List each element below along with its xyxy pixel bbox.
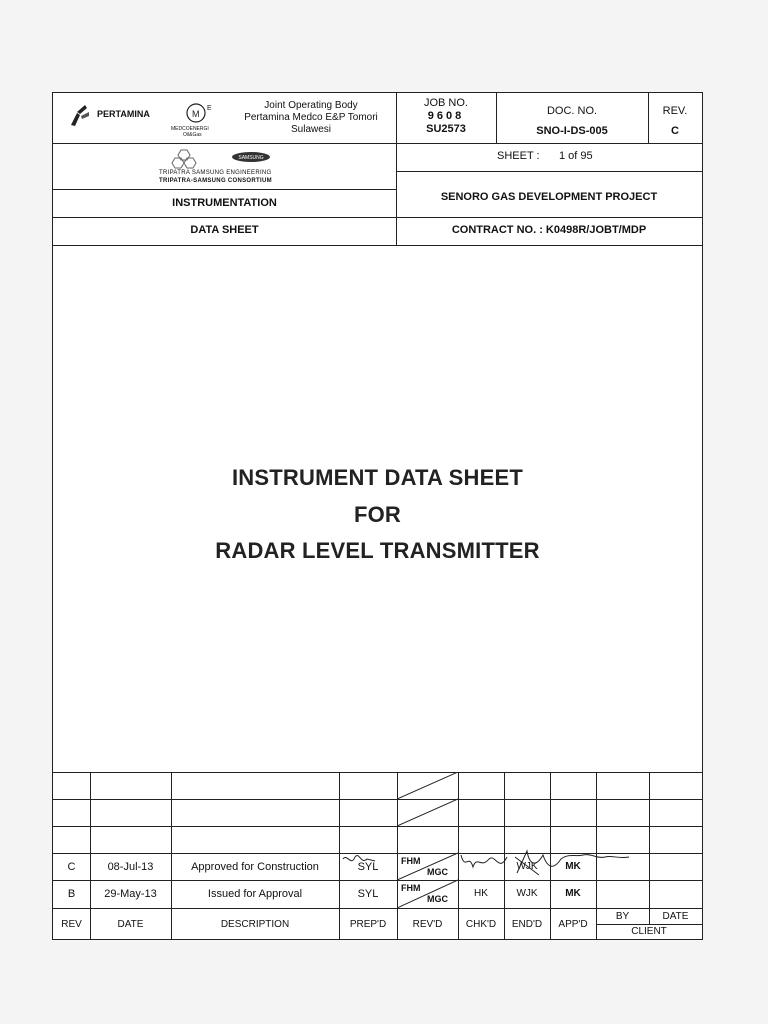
- joint-body-line1: Joint Operating Body: [264, 100, 358, 111]
- col-header-prepd: PREP'D: [349, 919, 387, 930]
- job-no-value2: SU2573: [426, 123, 466, 135]
- joint-body-line2: Pertamina Medco E&P Tomori: [244, 112, 378, 123]
- col-header-client: CLIENT: [631, 926, 667, 937]
- tripatra-logo-icon: [171, 148, 203, 170]
- header-divider-right-2: [396, 171, 702, 172]
- row-c-date: 08-Jul-13: [107, 861, 154, 873]
- revtable-line-2: [53, 826, 702, 827]
- discipline-label: INSTRUMENTATION: [172, 197, 277, 209]
- row-b-description: Issued for Approval: [207, 888, 303, 900]
- row-c-endd: WJK: [516, 861, 538, 872]
- medco-logo-icon: [185, 102, 215, 124]
- row-b-rev: B: [67, 888, 76, 900]
- row-c-description: Approved for Construction: [191, 861, 319, 873]
- header-divider-4: [53, 245, 702, 246]
- contractor-line1: TRIPATRA SAMSUNG ENGINEERING: [159, 170, 272, 176]
- row-c-appd: MK: [565, 861, 581, 872]
- row-b-date: 29-May-13: [104, 888, 157, 900]
- sheet-value: 1 of 95: [559, 150, 593, 162]
- svg-text:E: E: [207, 105, 212, 112]
- row-b-endd: WJK: [516, 888, 538, 899]
- row-b-appd: MK: [565, 888, 581, 899]
- revtable-line-1: [53, 799, 702, 800]
- project-name: SENORO GAS DEVELOPMENT PROJECT: [440, 191, 658, 203]
- row-b-chkd: HK: [474, 888, 488, 899]
- job-no-label: JOB NO.: [423, 97, 468, 109]
- medco-label-1: MEDCOENERGI: [171, 126, 209, 132]
- row-c-revd1: FHM: [401, 856, 421, 866]
- col-header-endd: END'D: [511, 919, 543, 930]
- col-header-revd: REV'D: [412, 919, 443, 930]
- col-header-chkd: CHK'D: [465, 919, 497, 930]
- title-line1: INSTRUMENT DATA SHEET: [231, 465, 523, 490]
- col-header-rev: REV: [61, 919, 82, 930]
- joint-body-line3: Sulawesi: [290, 124, 332, 135]
- contract-number: CONTRACT NO. : K0498R/JOBT/MDP: [451, 224, 647, 236]
- col-header-date2: DATE: [662, 911, 689, 922]
- svg-text:M: M: [192, 109, 200, 119]
- pertamina-name: PERTAMINA: [97, 109, 150, 119]
- samsung-logo-text: SAMSUNG: [238, 155, 264, 161]
- row-c-signatures-icon: [339, 849, 639, 879]
- title-line2: FOR: [353, 502, 402, 527]
- contractor-line2: TRIPATRA-SAMSUNG CONSORTIUM: [159, 178, 272, 184]
- job-no-value1: 9608: [427, 110, 465, 122]
- revtable-top: [53, 772, 702, 773]
- job-no-block: [396, 97, 496, 136]
- header-divider-1: [53, 143, 702, 144]
- revtable-col-9: [649, 772, 650, 924]
- revtable-client-split: [596, 924, 702, 925]
- title-line3: RADAR LEVEL TRANSMITTER: [215, 538, 540, 563]
- pertamina-logo-icon: [69, 103, 91, 127]
- rev-value: C: [671, 125, 679, 137]
- col-header-date: DATE: [117, 919, 144, 930]
- row-c-revd2: MGC: [427, 867, 448, 877]
- revtable-line-5: [53, 908, 702, 909]
- col-header-description: DESCRIPTION: [220, 919, 290, 930]
- col-header-appd: APP'D: [558, 919, 588, 930]
- joint-operating-body: [231, 100, 391, 136]
- revtable-col-1: [90, 772, 91, 939]
- sheet-label: SHEET :: [497, 150, 540, 162]
- doc-no-value: SNO-I-DS-005: [536, 125, 608, 137]
- revtable-col-2: [171, 772, 172, 939]
- row-b-revd2: MGC: [427, 894, 448, 904]
- revtable-line-4: [53, 880, 702, 881]
- samsung-logo-icon: [231, 151, 271, 163]
- row-c-rev: C: [67, 861, 76, 873]
- document-sheet: [52, 92, 703, 940]
- col-header-by: BY: [615, 911, 630, 922]
- row-c-prepd: SYL: [357, 861, 379, 873]
- medco-label-2: Oil&Gas: [183, 132, 202, 138]
- row-b-prepd: SYL: [357, 888, 379, 900]
- doc-type-label: DATA SHEET: [190, 224, 259, 236]
- row-b-revd1: FHM: [401, 883, 421, 893]
- doc-no-label: DOC. NO.: [546, 105, 598, 117]
- rev-label: REV.: [662, 105, 688, 117]
- header-divider-3: [53, 217, 702, 218]
- header-divider-left-2: [53, 189, 396, 190]
